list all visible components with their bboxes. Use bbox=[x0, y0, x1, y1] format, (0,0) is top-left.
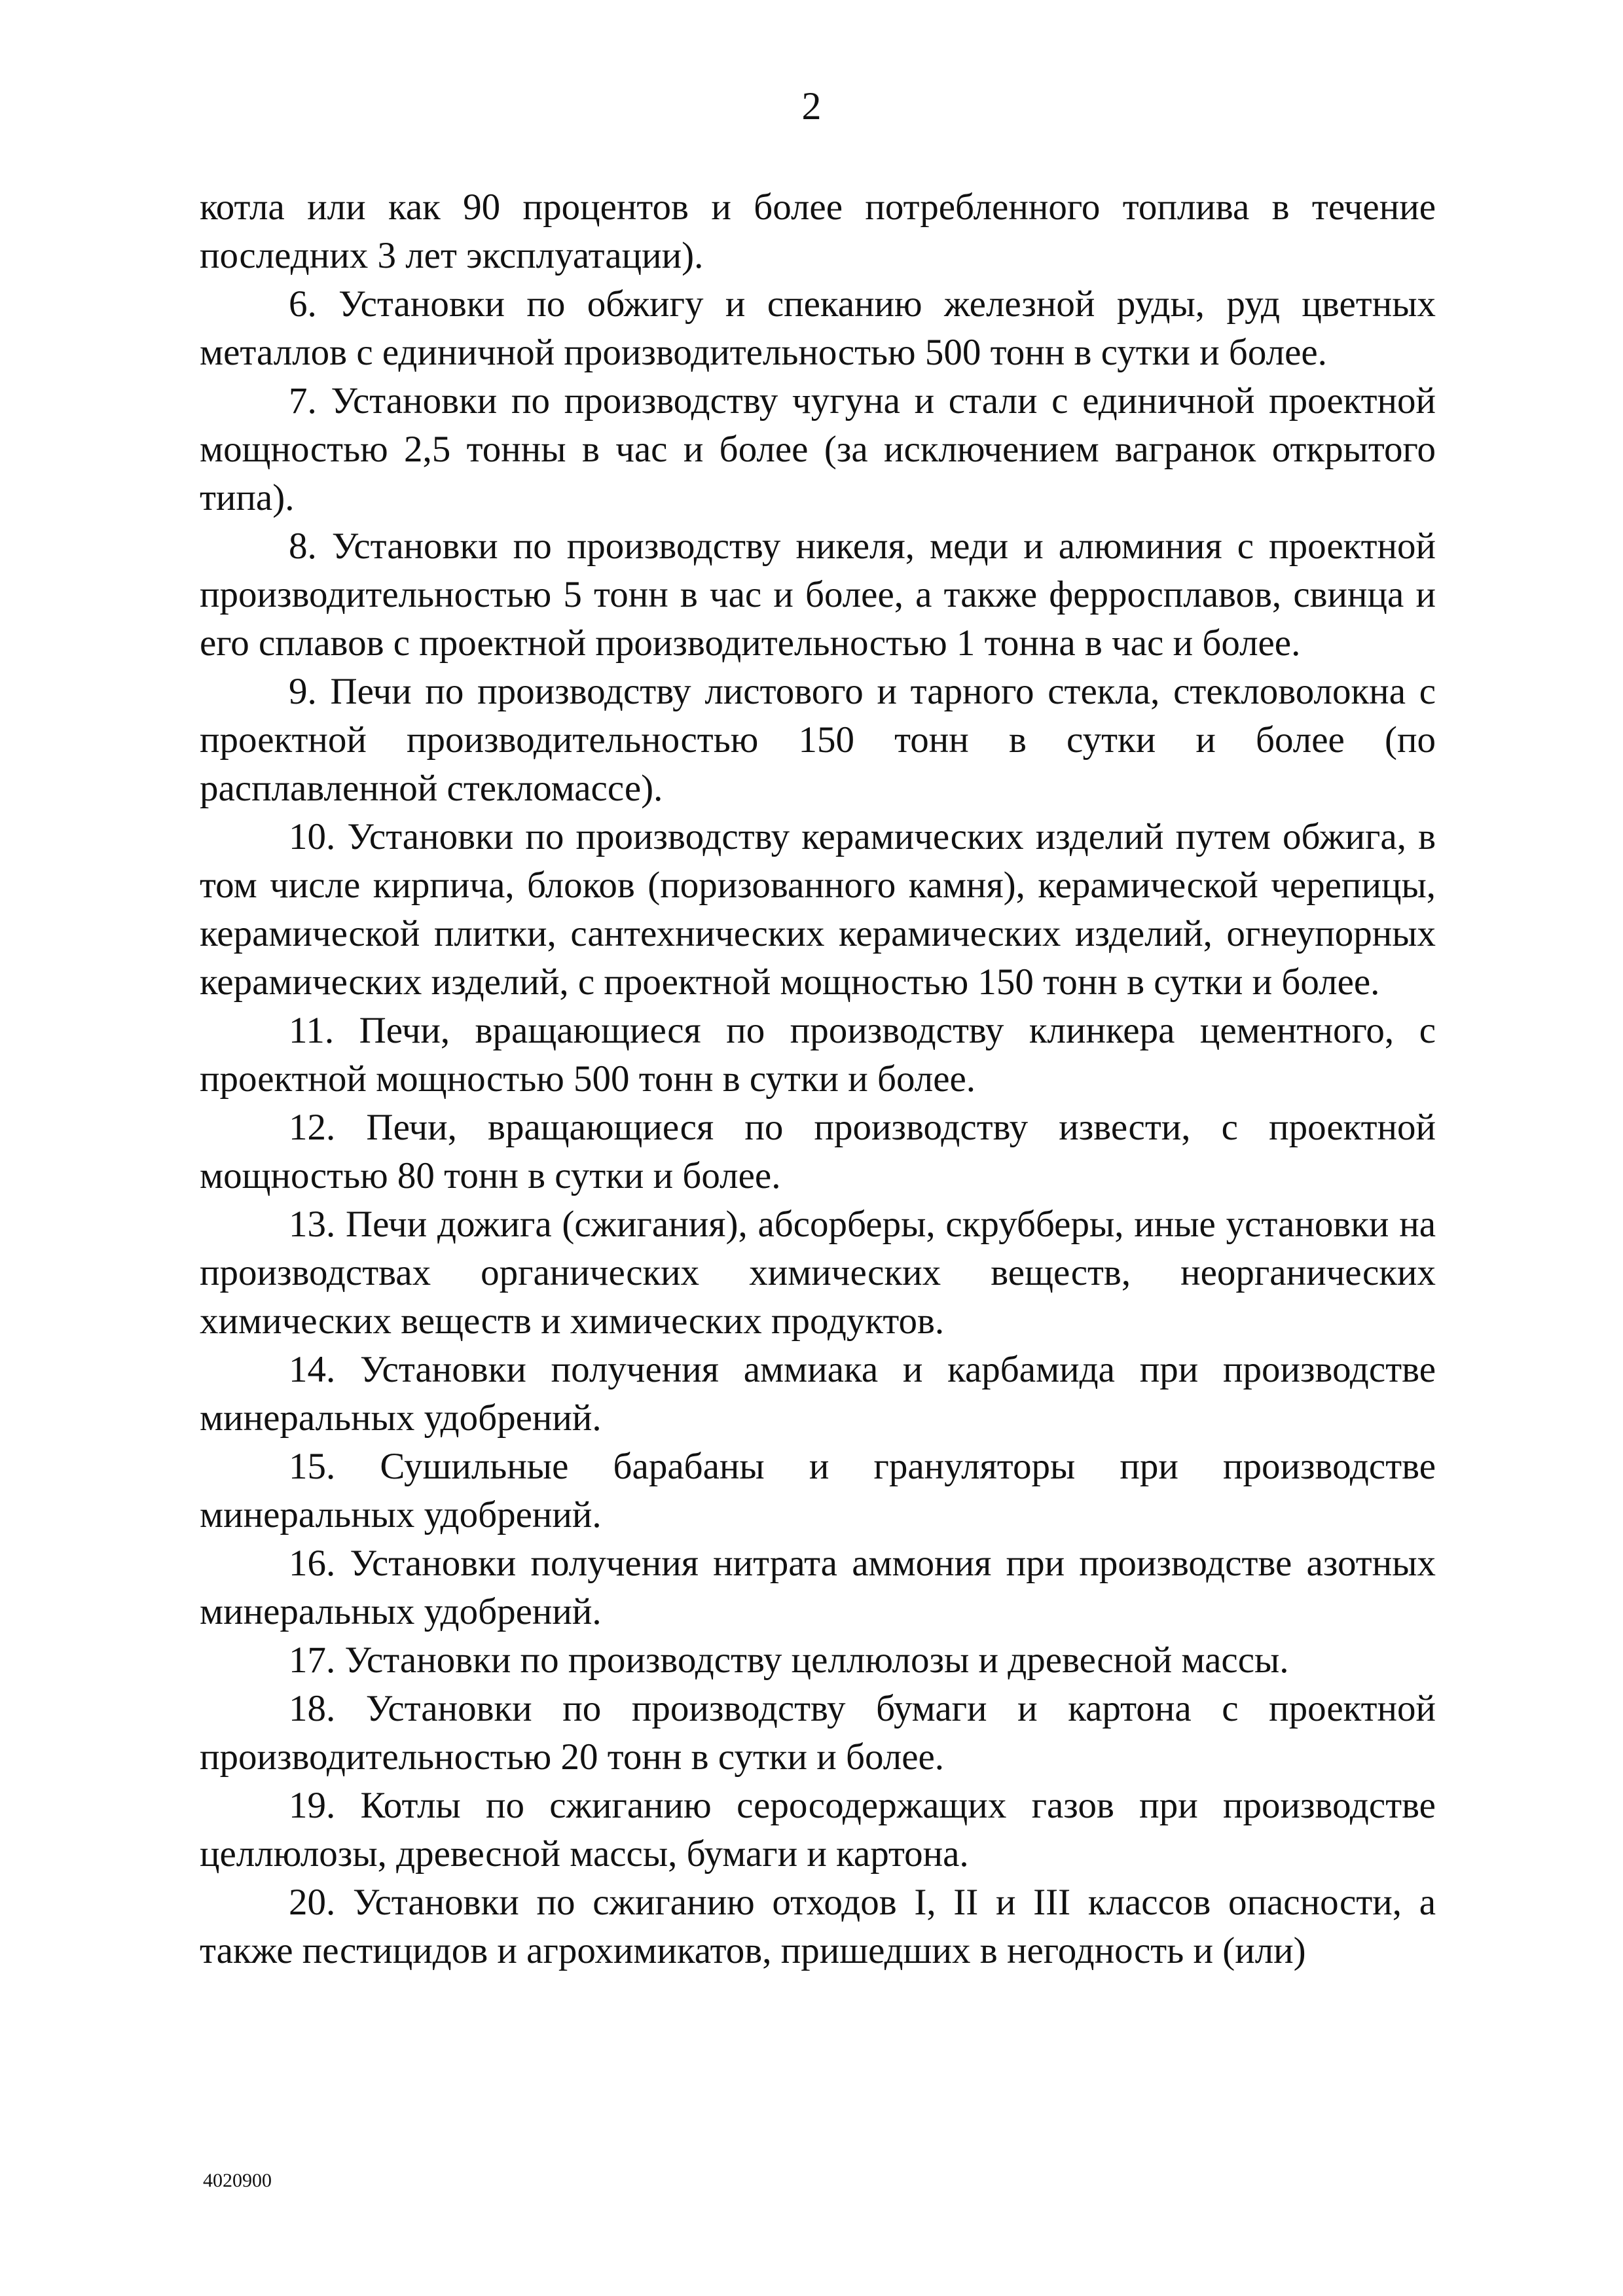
document-code: 4020900 bbox=[203, 2170, 272, 2191]
paragraph-continuation: котла или как 90 процентов и более потребленного топлива в течение последних 3 лет эксплуатации). bbox=[200, 187, 1436, 276]
list-item-11: 11. Печи, вращающиеся по производству клинкера цементного, с проектной мощностью 500 тонн в сутки и более. bbox=[200, 1010, 1436, 1100]
document-body bbox=[200, 183, 1436, 1975]
list-item-7: 7. Установки по производству чугуна и стали с единичной проектной мощностью 2,5 тонны в час и более (за исключением вагранок открытого типа). bbox=[200, 380, 1436, 518]
list-item-16: 16. Установки получения нитрата аммония при производстве азотных минеральных удобрений. bbox=[200, 1543, 1436, 1632]
list-item-8: 8. Установки по производству никеля, меди и алюминия с проектной производительностью 5 тонн в час и более, а также ферросплавов, свинца и его сплавов с проектной производительностью 1 тонна в час и более. bbox=[200, 526, 1436, 664]
list-item-9: 9. Печи по производству листового и тарного стекла, стекловолокна с проектной производительностью 150 тонн в сутки и более (по расплавленной стекломассе). bbox=[200, 671, 1436, 809]
list-item-6: 6. Установки по обжигу и спеканию железной руды, руд цветных металлов с единичной производительностью 500 тонн в сутки и более. bbox=[200, 283, 1436, 373]
page-number: 2 bbox=[801, 84, 822, 128]
list-item-18: 18. Установки по производству бумаги и картона с проектной производительностью 20 тонн в сутки и более. bbox=[200, 1688, 1436, 1778]
list-item-15: 15. Сушильные барабаны и грануляторы при производстве минеральных удобрений. bbox=[200, 1446, 1436, 1535]
list-item-20: 20. Установки по сжиганию отходов I, II и III классов опасности, а также пестицидов и агрохимикатов, пришедших в негодность и (или) bbox=[200, 1882, 1436, 1971]
list-item-19: 19. Котлы по сжиганию серосодержащих газов при производстве целлюлозы, древесной массы, бумаги и картона. bbox=[200, 1785, 1436, 1874]
list-item-13: 13. Печи дожига (сжигания), абсорберы, скрубберы, иные установки на производствах органических химических веществ, неорганических химических веществ и химических продуктов. bbox=[200, 1204, 1436, 1342]
list-item-14: 14. Установки получения аммиака и карбамида при производстве минеральных удобрений. bbox=[200, 1349, 1436, 1439]
list-item-17: 17. Установки по производству целлюлозы и древесной массы. bbox=[289, 1640, 1289, 1681]
list-item-10: 10. Установки по производству керамических изделий путем обжига, в том числе кирпича, блоков (поризованного камня), керамической черепицы, керамической плитки, сантехнических керамических изделий, огнеупорных керамических изделий, с проектной мощностью 150 тонн в сутки и более. bbox=[200, 816, 1436, 1003]
list-item-12: 12. Печи, вращающиеся по производству извести, с проектной мощностью 80 тонн в сутки и более. bbox=[200, 1107, 1436, 1196]
